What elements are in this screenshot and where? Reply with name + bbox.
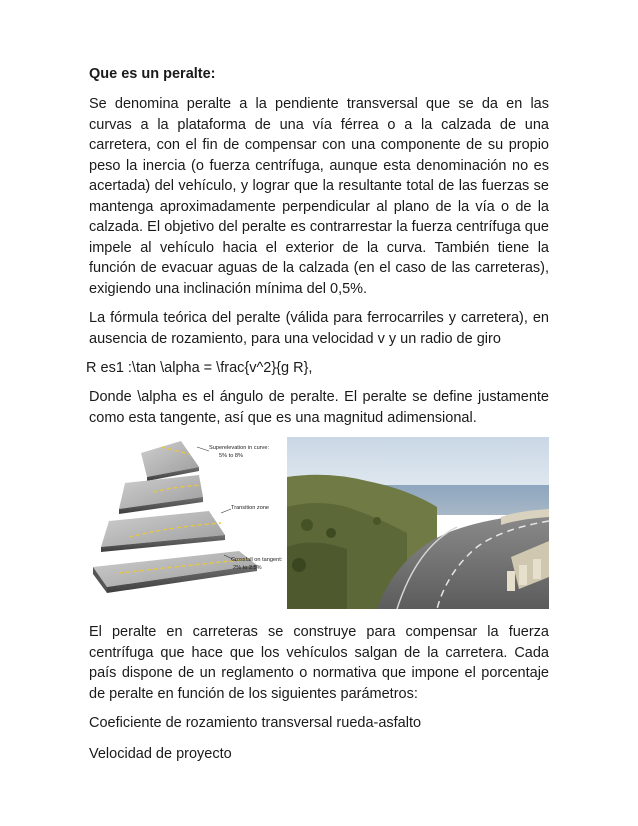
slab-transition-2	[101, 511, 225, 552]
slab-curve	[141, 441, 199, 481]
paragraph-formula-intro: La fórmula teórica del peralte (válida para ferrocarriles y carretera), en ausencia de rozamiento, para una velocidad v y un radio de giro	[89, 310, 549, 347]
document-body	[86, 62, 549, 775]
paragraph-definition: Se denomina peralte a la pendiente transversal que se da en las curvas a la plataforma de una vía férrea o a la calzada de una carretera, con el fin de compensar con una componente de su propio peso la inercia (o fuerza centrífuga, aunque esta denominación no es acertada) del vehículo, y lograr que la resultante total de las fuerzas se mantenga aproximadamente perpendicular al plano de la vía o de la calzada. El objetivo del peralte es contrarrestar la fuerza centrífuga que impele al vehículo hacia el exterior de la curva. También tiene la función de evacuar aguas de la calzada (en el caso de las carreteras), exigiendo una inclinación mínima del 0,5%.	[89, 96, 549, 297]
list-item-velocidad: Velocidad de proyecto	[89, 746, 232, 762]
label-crossfall-range: 2% to 2.5%	[233, 565, 262, 571]
formula-line: R es1 :\tan \alpha = \frac{v^2}{g R},	[86, 360, 313, 376]
label-crossfall: Crossfall on tangent:	[231, 557, 283, 563]
list-item-rozamiento: Coeficiente de rozamiento transversal rueda-asfalto	[89, 715, 422, 731]
label-superelevation-range: 5% to 8%	[219, 453, 243, 459]
superelevation-diagram	[89, 437, 284, 609]
slab-transition-1	[119, 475, 203, 514]
paragraph-road-peralte: El peralte en carreteras se construye para compensar la fuerza centrífuga que hace que los vehículos salgan de la carretera. Cada país dispone de un reglamento o normativa que impone el porcentaje de peralte en función de los siguientes parámetros:	[89, 624, 549, 702]
paragraph-angle-definition: Donde \alpha es el ángulo de peralte. El peralte se define justamente como esta tangente, así que es una magnitud adimensional.	[89, 389, 549, 426]
section-heading: Que es un peralte:	[89, 66, 216, 82]
figures-row	[89, 437, 549, 609]
road-photo	[287, 437, 549, 609]
label-superelevation: Superelevation in curve:	[209, 445, 270, 451]
label-transition-zone: Transition zone	[231, 505, 270, 511]
